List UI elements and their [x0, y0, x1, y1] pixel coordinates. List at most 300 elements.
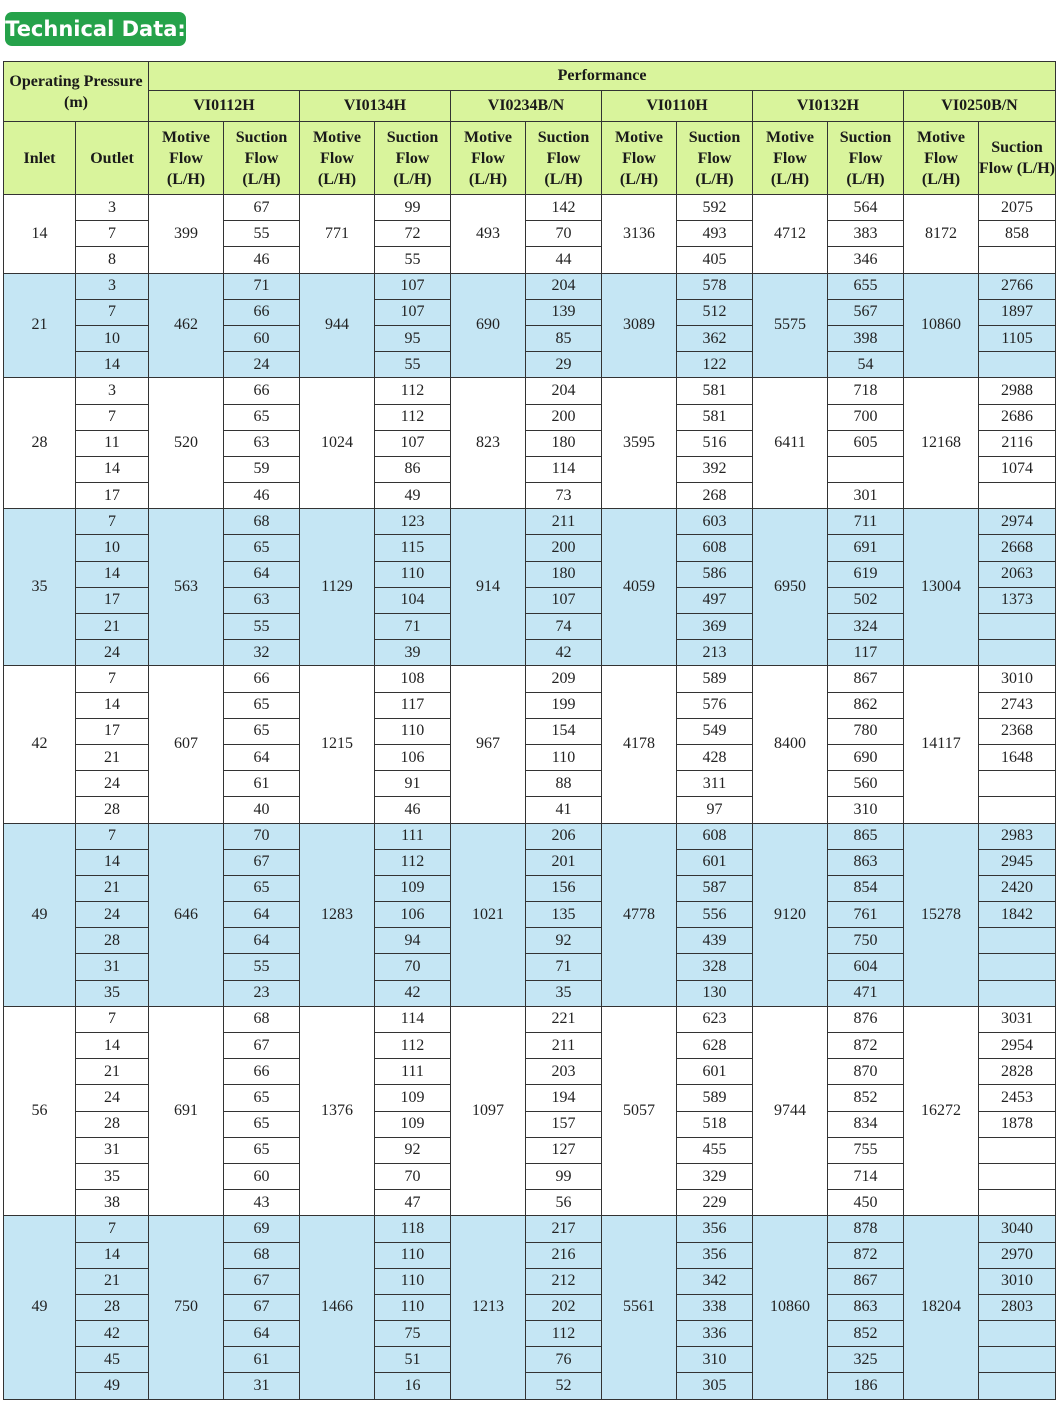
suction-flow-cell — [979, 1137, 1056, 1163]
performance-header: Performance — [149, 62, 1056, 91]
suction-flow-cell: 39 — [375, 640, 451, 666]
suction-flow-cell: 118 — [375, 1216, 451, 1242]
inlet-cell: 21 — [4, 273, 76, 378]
suction-flow-cell: 42 — [375, 980, 451, 1006]
inlet-cell: 42 — [4, 666, 76, 823]
suction-flow-cell: 99 — [375, 195, 451, 221]
motive-flow-cell: 4712 — [753, 195, 828, 274]
suction-flow-cell: 52 — [526, 1373, 602, 1399]
outlet-cell: 14 — [76, 692, 149, 718]
suction-flow-cell: 405 — [677, 247, 753, 273]
outlet-cell: 7 — [76, 509, 149, 535]
suction-flow-cell: 65 — [224, 1137, 300, 1163]
suction-flow-cell: 71 — [526, 954, 602, 980]
suction-flow-cell: 55 — [224, 221, 300, 247]
motive-flow-cell: 16272 — [904, 1006, 979, 1216]
suction-flow-cell: 203 — [526, 1059, 602, 1085]
suction-flow-cell: 578 — [677, 273, 753, 299]
suction-flow-cell: 47 — [375, 1190, 451, 1216]
suction-flow-cell: 564 — [828, 195, 904, 221]
outlet-cell: 21 — [76, 875, 149, 901]
suction-flow-cell: 592 — [677, 195, 753, 221]
suction-flow-cell: 16 — [375, 1373, 451, 1399]
motive-flow-cell: 8400 — [753, 666, 828, 823]
outlet-cell: 24 — [76, 902, 149, 928]
suction-flow-cell: 601 — [677, 1059, 753, 1085]
suction-flow-cell: 2063 — [979, 561, 1056, 587]
suction-flow-cell: 497 — [677, 587, 753, 613]
suction-flow-cell: 2970 — [979, 1242, 1056, 1268]
suction-flow-cell: 581 — [677, 404, 753, 430]
suction-flow-cell — [979, 928, 1056, 954]
suction-flow-cell: 619 — [828, 561, 904, 587]
suction-flow-cell: 516 — [677, 430, 753, 456]
outlet-cell: 21 — [76, 744, 149, 770]
suction-flow-cell: 65 — [224, 718, 300, 744]
suction-flow-cell: 750 — [828, 928, 904, 954]
suction-flow-cell — [979, 1190, 1056, 1216]
suction-flow-cell — [828, 456, 904, 482]
suction-flow-header: Suction Flow (L/H) — [375, 122, 451, 195]
motive-flow-cell: 8172 — [904, 195, 979, 274]
outlet-cell: 31 — [76, 1137, 149, 1163]
motive-flow-cell: 13004 — [904, 509, 979, 666]
suction-flow-cell: 863 — [828, 1294, 904, 1320]
suction-flow-cell: 301 — [828, 483, 904, 509]
suction-flow-cell: 567 — [828, 299, 904, 325]
inlet-group — [4, 195, 1056, 274]
suction-flow-cell: 216 — [526, 1242, 602, 1268]
suction-flow-cell: 604 — [828, 954, 904, 980]
suction-flow-header: Suction Flow (L/H) — [677, 122, 753, 195]
motive-flow-cell: 691 — [149, 1006, 224, 1216]
outlet-cell: 35 — [76, 980, 149, 1006]
suction-flow-cell: 329 — [677, 1163, 753, 1189]
suction-flow-cell: 88 — [526, 771, 602, 797]
suction-flow-cell — [979, 640, 1056, 666]
suction-flow-cell: 35 — [526, 980, 602, 1006]
suction-flow-cell: 74 — [526, 614, 602, 640]
suction-flow-cell: 110 — [375, 561, 451, 587]
suction-flow-cell: 560 — [828, 771, 904, 797]
suction-flow-cell: 305 — [677, 1373, 753, 1399]
suction-flow-cell: 99 — [526, 1163, 602, 1189]
motive-flow-cell: 1213 — [451, 1216, 526, 1399]
suction-flow-cell: 91 — [375, 771, 451, 797]
suction-flow-cell: 324 — [828, 614, 904, 640]
model-header: VI0132H — [753, 91, 904, 122]
suction-flow-cell: 870 — [828, 1059, 904, 1085]
suction-flow-cell: 67 — [224, 849, 300, 875]
suction-flow-cell: 310 — [677, 1347, 753, 1373]
suction-flow-cell: 32 — [224, 640, 300, 666]
suction-flow-cell: 142 — [526, 195, 602, 221]
motive-flow-cell: 646 — [149, 823, 224, 1006]
outlet-cell: 21 — [76, 614, 149, 640]
suction-flow-cell: 2075 — [979, 195, 1056, 221]
suction-flow-cell: 623 — [677, 1006, 753, 1032]
suction-flow-cell: 2368 — [979, 718, 1056, 744]
suction-flow-cell: 229 — [677, 1190, 753, 1216]
motive-flow-cell: 1129 — [300, 509, 375, 666]
motive-flow-cell: 4778 — [602, 823, 677, 1006]
suction-flow-cell: 68 — [224, 509, 300, 535]
suction-flow-cell: 69 — [224, 1216, 300, 1242]
outlet-cell: 14 — [76, 849, 149, 875]
suction-flow-cell: 605 — [828, 430, 904, 456]
motive-flow-cell: 967 — [451, 666, 526, 823]
suction-flow-cell: 586 — [677, 561, 753, 587]
suction-flow-cell: 186 — [828, 1373, 904, 1399]
suction-flow-cell: 1878 — [979, 1111, 1056, 1137]
suction-flow-cell: 2668 — [979, 535, 1056, 561]
suction-flow-cell: 200 — [526, 404, 602, 430]
suction-flow-cell: 512 — [677, 299, 753, 325]
outlet-cell: 28 — [76, 928, 149, 954]
outlet-cell: 7 — [76, 1216, 149, 1242]
inlet-cell: 49 — [4, 1216, 76, 1399]
suction-flow-cell: 691 — [828, 535, 904, 561]
suction-flow-cell: 127 — [526, 1137, 602, 1163]
suction-flow-cell: 107 — [375, 299, 451, 325]
suction-flow-cell: 109 — [375, 875, 451, 901]
motive-flow-cell: 520 — [149, 378, 224, 509]
suction-flow-cell: 2954 — [979, 1033, 1056, 1059]
motive-flow-cell: 4059 — [602, 509, 677, 666]
suction-flow-cell — [979, 954, 1056, 980]
suction-flow-cell: 872 — [828, 1033, 904, 1059]
suction-flow-cell: 3031 — [979, 1006, 1056, 1032]
outlet-cell: 7 — [76, 299, 149, 325]
motive-flow-cell: 5561 — [602, 1216, 677, 1399]
table-row — [4, 1216, 1056, 1242]
suction-flow-cell — [979, 352, 1056, 378]
motive-flow-cell: 1097 — [451, 1006, 526, 1216]
suction-flow-cell: 581 — [677, 378, 753, 404]
suction-flow-cell: 2453 — [979, 1085, 1056, 1111]
suction-flow-cell: 392 — [677, 456, 753, 482]
suction-flow-cell: 66 — [224, 666, 300, 692]
suction-flow-cell: 110 — [375, 1268, 451, 1294]
motive-flow-cell: 6411 — [753, 378, 828, 509]
suction-flow-header: Suction Flow (L/H) — [979, 122, 1056, 195]
suction-flow-cell: 95 — [375, 325, 451, 351]
motive-flow-cell: 1283 — [300, 823, 375, 1006]
motive-flow-cell: 9744 — [753, 1006, 828, 1216]
suction-flow-cell: 589 — [677, 1085, 753, 1111]
motive-flow-cell: 6950 — [753, 509, 828, 666]
suction-flow-cell: 202 — [526, 1294, 602, 1320]
motive-flow-cell: 399 — [149, 195, 224, 274]
suction-flow-cell: 338 — [677, 1294, 753, 1320]
suction-flow-cell: 112 — [526, 1321, 602, 1347]
motive-flow-header: Motive Flow (L/H) — [602, 122, 677, 195]
suction-flow-cell: 212 — [526, 1268, 602, 1294]
suction-flow-cell: 346 — [828, 247, 904, 273]
suction-flow-cell: 310 — [828, 797, 904, 823]
suction-flow-cell: 2686 — [979, 404, 1056, 430]
suction-flow-cell: 92 — [375, 1137, 451, 1163]
suction-flow-cell: 603 — [677, 509, 753, 535]
suction-flow-cell: 109 — [375, 1085, 451, 1111]
inlet-cell: 49 — [4, 823, 76, 1006]
outlet-cell: 28 — [76, 797, 149, 823]
suction-flow-header: Suction Flow (L/H) — [828, 122, 904, 195]
suction-flow-cell: 154 — [526, 718, 602, 744]
suction-flow-cell: 865 — [828, 823, 904, 849]
suction-flow-cell: 1648 — [979, 744, 1056, 770]
outlet-cell: 14 — [76, 456, 149, 482]
suction-flow-cell: 55 — [375, 352, 451, 378]
suction-flow-cell — [979, 614, 1056, 640]
suction-flow-cell: 97 — [677, 797, 753, 823]
suction-flow-cell: 66 — [224, 1059, 300, 1085]
suction-flow-cell: 42 — [526, 640, 602, 666]
suction-flow-cell: 867 — [828, 666, 904, 692]
suction-flow-cell: 398 — [828, 325, 904, 351]
suction-flow-cell: 46 — [224, 247, 300, 273]
motive-flow-cell: 15278 — [904, 823, 979, 1006]
suction-flow-cell: 63 — [224, 430, 300, 456]
table-row — [4, 666, 1056, 692]
suction-flow-cell: 115 — [375, 535, 451, 561]
motive-flow-cell: 944 — [300, 273, 375, 378]
suction-flow-cell: 31 — [224, 1373, 300, 1399]
suction-flow-cell: 107 — [526, 587, 602, 613]
suction-flow-cell: 383 — [828, 221, 904, 247]
suction-flow-cell: 44 — [526, 247, 602, 273]
table-row — [4, 195, 1056, 221]
inlet-group — [4, 1006, 1056, 1216]
motive-flow-cell: 3595 — [602, 378, 677, 509]
outlet-cell: 24 — [76, 1085, 149, 1111]
motive-flow-header: Motive Flow (L/H) — [753, 122, 828, 195]
suction-flow-cell: 852 — [828, 1321, 904, 1347]
motive-flow-cell: 3136 — [602, 195, 677, 274]
suction-flow-cell: 117 — [375, 692, 451, 718]
suction-flow-cell: 110 — [375, 1242, 451, 1268]
inlet-group — [4, 273, 1056, 378]
outlet-cell: 17 — [76, 587, 149, 613]
suction-flow-cell: 217 — [526, 1216, 602, 1242]
suction-flow-cell: 114 — [526, 456, 602, 482]
suction-flow-cell: 2974 — [979, 509, 1056, 535]
suction-flow-cell: 43 — [224, 1190, 300, 1216]
suction-flow-cell: 76 — [526, 1347, 602, 1373]
inlet-group — [4, 666, 1056, 823]
outlet-cell: 10 — [76, 325, 149, 351]
suction-flow-cell: 72 — [375, 221, 451, 247]
suction-flow-cell: 878 — [828, 1216, 904, 1242]
suction-flow-cell: 54 — [828, 352, 904, 378]
suction-flow-cell: 56 — [526, 1190, 602, 1216]
motive-flow-cell: 10860 — [904, 273, 979, 378]
outlet-cell: 3 — [76, 378, 149, 404]
motive-flow-cell: 18204 — [904, 1216, 979, 1399]
outlet-cell: 24 — [76, 640, 149, 666]
suction-flow-cell: 867 — [828, 1268, 904, 1294]
suction-flow-cell: 65 — [224, 1085, 300, 1111]
suction-flow-cell: 328 — [677, 954, 753, 980]
suction-flow-cell: 311 — [677, 771, 753, 797]
suction-flow-cell: 64 — [224, 561, 300, 587]
suction-flow-cell: 65 — [224, 1111, 300, 1137]
suction-flow-cell: 55 — [224, 614, 300, 640]
table-row — [4, 378, 1056, 404]
motive-flow-cell: 4178 — [602, 666, 677, 823]
suction-flow-cell: 2116 — [979, 430, 1056, 456]
suction-flow-cell: 608 — [677, 535, 753, 561]
suction-flow-cell: 204 — [526, 378, 602, 404]
suction-flow-cell: 157 — [526, 1111, 602, 1137]
suction-flow-cell: 51 — [375, 1347, 451, 1373]
suction-flow-cell: 111 — [375, 823, 451, 849]
suction-flow-cell: 718 — [828, 378, 904, 404]
suction-flow-cell: 3010 — [979, 1268, 1056, 1294]
suction-flow-cell: 2420 — [979, 875, 1056, 901]
suction-flow-cell: 29 — [526, 352, 602, 378]
suction-flow-cell: 601 — [677, 849, 753, 875]
inlet-group — [4, 378, 1056, 509]
motive-flow-cell: 1024 — [300, 378, 375, 509]
suction-flow-cell: 1897 — [979, 299, 1056, 325]
suction-flow-cell: 711 — [828, 509, 904, 535]
suction-flow-cell: 211 — [526, 1033, 602, 1059]
suction-flow-cell: 65 — [224, 875, 300, 901]
suction-flow-cell: 206 — [526, 823, 602, 849]
model-header: VI0134H — [300, 91, 451, 122]
suction-flow-cell — [979, 247, 1056, 273]
outlet-cell: 7 — [76, 666, 149, 692]
inlet-cell: 14 — [4, 195, 76, 274]
motive-flow-cell: 493 — [451, 195, 526, 274]
table-row — [4, 823, 1056, 849]
operating-pressure-header: Operating Pressure (m) — [4, 62, 149, 122]
suction-flow-cell: 502 — [828, 587, 904, 613]
suction-flow-cell: 46 — [224, 483, 300, 509]
suction-flow-cell: 628 — [677, 1033, 753, 1059]
suction-flow-cell: 356 — [677, 1216, 753, 1242]
outlet-cell: 45 — [76, 1347, 149, 1373]
outlet-cell: 14 — [76, 1033, 149, 1059]
suction-flow-cell: 85 — [526, 325, 602, 351]
suction-flow-cell: 68 — [224, 1006, 300, 1032]
outlet-cell: 11 — [76, 430, 149, 456]
suction-flow-cell: 130 — [677, 980, 753, 1006]
outlet-cell: 31 — [76, 954, 149, 980]
outlet-cell: 21 — [76, 1059, 149, 1085]
suction-flow-cell: 123 — [375, 509, 451, 535]
suction-flow-cell: 556 — [677, 902, 753, 928]
inlet-cell: 28 — [4, 378, 76, 509]
motive-flow-cell: 1215 — [300, 666, 375, 823]
suction-flow-cell — [979, 771, 1056, 797]
table-row — [4, 273, 1056, 299]
suction-flow-cell: 576 — [677, 692, 753, 718]
suction-flow-cell: 854 — [828, 875, 904, 901]
suction-flow-cell: 455 — [677, 1137, 753, 1163]
suction-flow-cell: 46 — [375, 797, 451, 823]
suction-flow-cell — [979, 980, 1056, 1006]
suction-flow-cell — [979, 1321, 1056, 1347]
suction-flow-cell: 608 — [677, 823, 753, 849]
suction-flow-cell: 834 — [828, 1111, 904, 1137]
motive-flow-cell: 607 — [149, 666, 224, 823]
inlet-cell: 56 — [4, 1006, 76, 1216]
suction-flow-cell: 65 — [224, 535, 300, 561]
suction-flow-cell — [979, 1163, 1056, 1189]
suction-flow-cell: 439 — [677, 928, 753, 954]
suction-flow-cell: 110 — [526, 744, 602, 770]
motive-flow-cell: 5057 — [602, 1006, 677, 1216]
suction-flow-cell: 549 — [677, 718, 753, 744]
suction-flow-cell: 450 — [828, 1190, 904, 1216]
suction-flow-cell: 858 — [979, 221, 1056, 247]
suction-flow-cell: 2766 — [979, 273, 1056, 299]
motive-flow-cell: 771 — [300, 195, 375, 274]
motive-flow-cell: 462 — [149, 273, 224, 378]
suction-flow-cell: 70 — [224, 823, 300, 849]
table-row — [4, 1006, 1056, 1032]
outlet-cell: 14 — [76, 561, 149, 587]
suction-flow-cell: 2828 — [979, 1059, 1056, 1085]
outlet-cell: 38 — [76, 1190, 149, 1216]
suction-flow-cell: 700 — [828, 404, 904, 430]
suction-flow-cell: 369 — [677, 614, 753, 640]
suction-flow-cell: 200 — [526, 535, 602, 561]
suction-flow-cell: 2983 — [979, 823, 1056, 849]
suction-flow-cell: 714 — [828, 1163, 904, 1189]
suction-flow-cell: 780 — [828, 718, 904, 744]
suction-flow-cell: 60 — [224, 1163, 300, 1189]
suction-flow-cell: 55 — [224, 954, 300, 980]
outlet-cell: 42 — [76, 1321, 149, 1347]
motive-flow-cell: 9120 — [753, 823, 828, 1006]
motive-flow-cell: 1021 — [451, 823, 526, 1006]
suction-flow-cell: 23 — [224, 980, 300, 1006]
suction-flow-cell: 211 — [526, 509, 602, 535]
suction-flow-cell — [979, 483, 1056, 509]
motive-flow-cell: 563 — [149, 509, 224, 666]
suction-flow-cell: 65 — [224, 404, 300, 430]
suction-flow-cell: 71 — [224, 273, 300, 299]
suction-flow-cell: 122 — [677, 352, 753, 378]
model-header: VI0112H — [149, 91, 300, 122]
suction-flow-cell: 106 — [375, 902, 451, 928]
suction-flow-cell: 70 — [375, 954, 451, 980]
suction-flow-cell: 112 — [375, 1033, 451, 1059]
suction-flow-cell: 49 — [375, 483, 451, 509]
suction-flow-header: Suction Flow (L/H) — [526, 122, 602, 195]
suction-flow-cell: 63 — [224, 587, 300, 613]
suction-flow-cell: 59 — [224, 456, 300, 482]
model-header: VI0110H — [602, 91, 753, 122]
suction-flow-cell: 73 — [526, 483, 602, 509]
motive-flow-cell: 10860 — [753, 1216, 828, 1399]
motive-flow-header: Motive Flow (L/H) — [149, 122, 224, 195]
motive-flow-cell: 1466 — [300, 1216, 375, 1399]
suction-flow-cell: 268 — [677, 483, 753, 509]
outlet-cell: 35 — [76, 1163, 149, 1189]
suction-flow-cell: 41 — [526, 797, 602, 823]
suction-flow-cell: 1074 — [979, 456, 1056, 482]
outlet-cell: 8 — [76, 247, 149, 273]
suction-flow-cell: 221 — [526, 1006, 602, 1032]
suction-flow-cell: 67 — [224, 195, 300, 221]
suction-flow-cell: 61 — [224, 1347, 300, 1373]
outlet-cell: 7 — [76, 1006, 149, 1032]
suction-flow-cell: 493 — [677, 221, 753, 247]
